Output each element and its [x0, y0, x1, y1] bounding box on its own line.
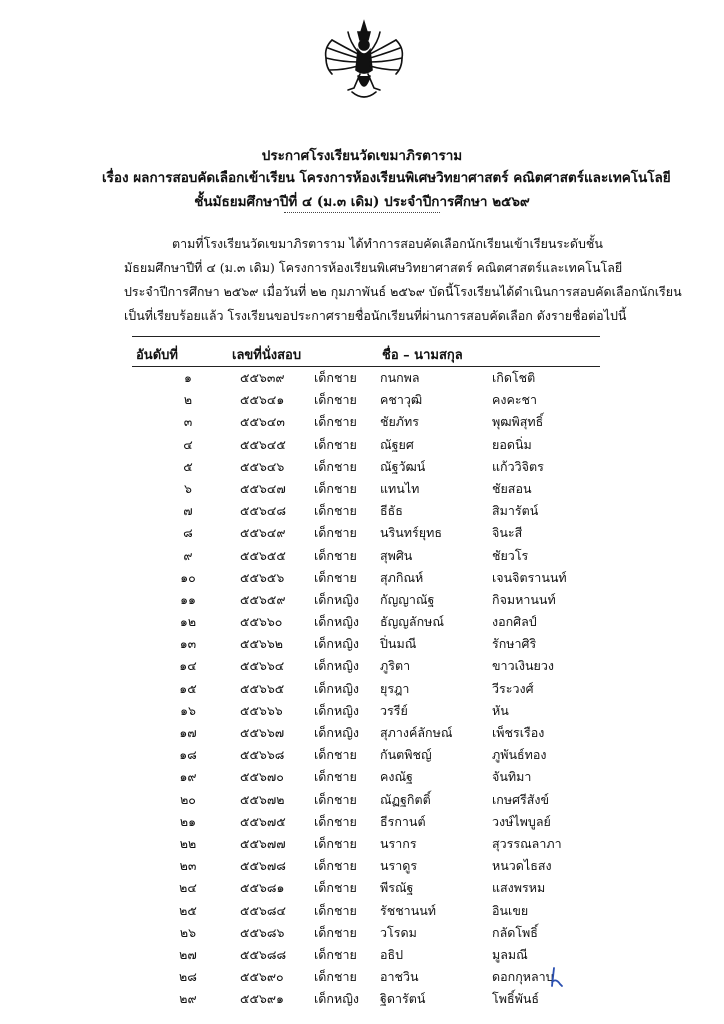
table-row [0, 945, 724, 967]
first-name-cell: นรินทร์ยุทธ [380, 525, 442, 541]
gender-title-cell: เด็กหญิง [314, 658, 359, 674]
rank-cell: ๑๕ [179, 680, 197, 696]
last-name-cell: งอกศิลป์ [492, 614, 537, 630]
rank-cell: ๑๖ [180, 702, 196, 718]
last-name-cell: เกษศรีสังข์ [492, 791, 550, 807]
first-name-cell: วรรีย์ [380, 702, 408, 718]
gender-title-cell: เด็กชาย [314, 747, 357, 763]
garuda-emblem-icon [318, 18, 410, 104]
rank-cell: ๑ [184, 370, 192, 385]
last-name-cell: เกิดโชติ [492, 370, 536, 385]
first-name-cell: กันตพิชญ์ [380, 747, 432, 763]
first-name-cell: ฐิดารัตน์ [380, 991, 426, 1007]
rank-cell: ๒๘ [179, 969, 197, 985]
first-name-cell: ธัญญลักษณ์ [380, 614, 444, 630]
table-row [0, 568, 724, 590]
table-row [0, 745, 724, 767]
body-paragraph-line-1: ตามที่โรงเรียนวัดเขมาภิรตาราม ได้ทำการสอบคัดเลือกนักเรียนเข้าเรียนระดับชั้น [172, 236, 603, 251]
gender-title-cell: เด็กชาย [314, 503, 357, 519]
seat-number-cell: ๕๕๖๗๒ [240, 791, 285, 807]
last-name-cell: โพธิ์พันธ์ [492, 991, 539, 1007]
gender-title-cell: เด็กชาย [314, 547, 357, 563]
gender-title-cell: เด็กชาย [314, 858, 357, 874]
seat-number-cell: ๕๕๖๖๒ [240, 636, 284, 652]
gender-title-cell: เด็กชาย [314, 392, 357, 408]
seat-number-cell: ๕๕๖๖๘ [240, 747, 285, 763]
table-row [0, 457, 724, 479]
seat-number-cell: ๕๕๖๗๐ [240, 769, 284, 785]
seat-number-cell: ๕๕๖๔๘ [240, 503, 286, 519]
table-row [0, 790, 724, 812]
last-name-cell: จินะสี [492, 525, 523, 541]
table-row [0, 390, 724, 412]
rank-cell: ๑๙ [179, 769, 197, 785]
last-name-cell: มูลมณี [492, 946, 528, 962]
gender-title-cell: เด็กหญิง [314, 591, 359, 607]
table-row [0, 634, 724, 656]
last-name-cell: พุฒพิสุทธิ์ [492, 414, 544, 430]
gender-title-cell: เด็กชาย [314, 813, 357, 829]
table-row [0, 878, 724, 900]
gender-title-cell: เด็กหญิง [314, 725, 359, 740]
seat-number-cell: ๕๕๖๘๑ [240, 880, 285, 896]
gender-title-cell: เด็กชาย [314, 946, 357, 962]
first-name-cell: กัญญาณัฐ [380, 591, 435, 607]
last-name-cell: ขาวเงินยวง [492, 658, 554, 674]
table-row [0, 723, 724, 745]
body-paragraph-line-4: เป็นที่เรียบร้อยแล้ว โรงเรียนขอประกาศรายชื่อนักเรียนที่ผ่านการสอบคัดเลือก ดังรายชื่อต่อไปนี้ [124, 308, 627, 323]
gender-title-cell: เด็กชาย [314, 370, 357, 385]
subject-line: เรื่อง ผลการสอบคัดเลือกเข้าเรียน โครงการห้องเรียนพิเศษวิทยาศาสตร์ คณิตศาสตร์และเทคโนโลยี [102, 170, 671, 186]
rank-cell: ๒๓ [179, 858, 197, 874]
seat-number-cell: ๕๕๖๗๘ [240, 858, 286, 874]
rank-cell: ๒๖ [179, 924, 197, 940]
first-name-cell: ชัยภัทร [380, 414, 420, 430]
dotted-divider [284, 212, 440, 213]
last-name-cell: กลัดโพธิ์ [492, 924, 538, 940]
last-name-cell: ยอดนิ่ม [492, 436, 532, 452]
last-name-cell: กิจมหานนท์ [492, 591, 556, 607]
table-row [0, 435, 724, 457]
last-name-cell: แก้ววิจิตร [492, 458, 544, 474]
first-name-cell: ธีรกานต์ [380, 813, 426, 829]
first-name-cell: แทนไท [380, 480, 420, 496]
table-row [0, 812, 724, 834]
first-name-cell: คชาวุฒิ [380, 392, 423, 408]
rank-cell: ๓ [183, 414, 193, 430]
rank-cell: ๒๕ [179, 902, 197, 918]
gender-title-cell: เด็กชาย [314, 902, 357, 918]
table-row [0, 767, 724, 789]
gender-title-cell: เด็กหญิง [314, 614, 359, 630]
gender-title-cell: เด็กชาย [314, 525, 357, 541]
table-row [0, 679, 724, 701]
seat-number-cell: ๕๕๖๙๑ [240, 991, 284, 1007]
first-name-cell: อธิป [380, 946, 404, 962]
first-name-cell: อาชวิน [380, 969, 419, 985]
rank-cell: ๘ [183, 525, 193, 541]
rank-cell: ๗ [183, 503, 193, 519]
table-row [0, 501, 724, 523]
table-row [0, 546, 724, 568]
first-name-cell: พีรณัฐ [380, 880, 414, 896]
rank-cell: ๔ [183, 436, 193, 452]
rank-cell: ๑๐ [180, 569, 196, 585]
seat-number-cell: ๕๕๖๕๖ [240, 569, 285, 585]
last-name-cell: หัน [492, 702, 509, 718]
gender-title-cell: เด็กหญิง [314, 680, 359, 696]
seat-number-cell: ๕๕๖๗๕ [240, 813, 286, 829]
first-name-cell: ยุรฎา [380, 680, 410, 696]
table-header-rule [132, 366, 600, 367]
table-row [0, 989, 724, 1011]
seat-number-cell: ๕๕๖๕๙ [240, 591, 286, 607]
last-name-cell: สุวรรณลาภา [492, 835, 562, 851]
last-name-cell: สิมารัตน์ [492, 503, 539, 519]
seat-number-cell: ๕๕๖๖๖ [240, 702, 283, 718]
body-paragraph-line-3: ประจำปีการศึกษา ๒๕๖๙ เมื่อวันที่ ๒๒ กุมภาพันธ์ ๒๕๖๙ บัดนี้โรงเรียนได้ดำเนินการสอบคัดเลือกนักเรียน [124, 284, 682, 299]
seat-number-cell: ๕๕๖๔๖ [240, 458, 285, 474]
last-name-cell: แสงพรหม [492, 880, 546, 896]
first-name-cell: นราดูร [380, 858, 418, 874]
first-name-cell: สุพศิน [380, 547, 413, 563]
gender-title-cell: เด็กหญิง [314, 702, 359, 718]
rank-cell: ๒๒ [179, 835, 197, 851]
gender-title-cell: เด็กชาย [314, 969, 357, 985]
header-seat: เลขที่นั่งสอบ [232, 348, 302, 363]
gender-title-cell: เด็กชาย [314, 480, 357, 496]
gender-title-cell: เด็กหญิง [314, 991, 359, 1007]
first-name-cell: กนกพล [380, 370, 420, 385]
first-name-cell: ภูริตา [380, 658, 411, 674]
first-name-cell: วโรดม [380, 924, 417, 940]
rank-cell: ๑๓ [179, 636, 197, 652]
gender-title-cell: เด็กชาย [314, 791, 357, 807]
table-row [0, 523, 724, 545]
seat-number-cell: ๕๕๖๔๑ [240, 392, 285, 408]
seat-number-cell: ๕๕๖๔๗ [240, 480, 286, 496]
seat-number-cell: ๕๕๖๖๗ [240, 725, 285, 740]
last-name-cell: อินเขย [492, 902, 529, 918]
body-paragraph-line-2: มัธยมศึกษาปีที่ ๔ (ม.๓ เดิม) โครงการห้องเรียนพิเศษวิทยาศาสตร์ คณิตศาสตร์และเทคโนโลยี [124, 260, 623, 275]
last-name-cell: เพ็ชรเรือง [492, 725, 545, 740]
first-name-cell: รัชชานนท์ [380, 902, 437, 918]
first-name-cell: คงณัฐ [380, 769, 413, 785]
seat-number-cell: ๕๕๖๘๔ [240, 902, 286, 918]
first-name-cell: ธีธัธ [380, 503, 403, 519]
last-name-cell: คงคะชา [492, 392, 538, 408]
table-row [0, 967, 724, 989]
table-row [0, 656, 724, 678]
seat-number-cell: ๕๕๖๔๓ [240, 414, 285, 430]
last-name-cell: รักษาศิริ [492, 636, 537, 652]
last-name-cell: วงษ์ไพบูลย์ [492, 813, 551, 829]
gender-title-cell: เด็กชาย [314, 769, 357, 785]
rank-cell: ๙ [183, 547, 193, 563]
table-row [0, 923, 724, 945]
last-name-cell: หนวดไธสง [492, 858, 552, 874]
gender-title-cell: เด็กชาย [314, 569, 357, 585]
header-rank: อันดับที่ [136, 348, 178, 363]
last-name-cell: ภูพันธ์ทอง [492, 747, 547, 763]
rank-cell: ๑๘ [179, 747, 197, 763]
seat-number-cell: ๕๕๖๗๗ [240, 835, 286, 851]
rank-cell: ๖ [184, 480, 192, 496]
first-name-cell: ณัฐยศ [380, 436, 414, 452]
first-name-cell: ปิ่นมณี [380, 636, 417, 652]
rank-cell: ๒๗ [179, 946, 197, 962]
table-top-rule [132, 336, 600, 337]
gender-title-cell: เด็กหญิง [314, 636, 359, 652]
table-row [0, 368, 724, 390]
last-name-cell: วีระวงศ์ [492, 680, 534, 696]
gender-title-cell: เด็กชาย [314, 414, 357, 430]
last-name-cell: จันทิมา [492, 769, 532, 785]
first-name-cell: สุภกิณห์ [380, 569, 424, 585]
gender-title-cell: เด็กชาย [314, 924, 357, 940]
seat-number-cell: ๕๕๖๔๙ [240, 525, 286, 541]
rank-cell: ๑๗ [179, 725, 197, 740]
seat-number-cell: ๕๕๖๔๕ [240, 436, 286, 452]
first-name-cell: นรากร [380, 835, 417, 851]
last-name-cell: ชัยสอน [492, 480, 532, 496]
seat-number-cell: ๕๕๖๘๖ [240, 924, 285, 940]
seat-number-cell: ๕๕๖๙๐ [240, 969, 284, 985]
last-name-cell: เจนจิตรานนท์ [492, 569, 567, 585]
seat-number-cell: ๕๕๖๖๔ [240, 658, 285, 674]
table-row [0, 856, 724, 878]
rank-cell: ๑๑ [180, 591, 196, 607]
last-name-cell: ดอกกุหลาบ [492, 969, 554, 985]
first-name-cell: ณัฐวัฒน์ [380, 458, 426, 474]
gender-title-cell: เด็กชาย [314, 458, 357, 474]
seat-number-cell: ๕๕๖๖๐ [240, 614, 283, 630]
first-name-cell: ณัฏฐกิตติ์ [380, 791, 431, 807]
rank-cell: ๑๒ [179, 614, 197, 630]
table-row [0, 834, 724, 856]
table-row [0, 479, 724, 501]
gender-title-cell: เด็กชาย [314, 835, 357, 851]
rank-cell: ๕ [183, 458, 193, 474]
rank-cell: ๒๔ [179, 880, 197, 896]
seat-number-cell: ๕๕๖๘๘ [240, 946, 287, 962]
table-row [0, 412, 724, 434]
rank-cell: ๑๔ [179, 658, 197, 674]
table-row [0, 612, 724, 634]
first-name-cell: สุภางค์ลักษณ์ [380, 725, 453, 740]
seat-number-cell: ๕๕๖๓๙ [240, 370, 285, 385]
rank-cell: ๒ [183, 392, 193, 408]
last-name-cell: ชัยวโร [492, 547, 529, 563]
announcement-title: ประกาศโรงเรียนวัดเขมาภิรตาราม [261, 148, 463, 164]
gender-title-cell: เด็กชาย [314, 880, 357, 896]
rank-cell: ๒๐ [180, 791, 196, 807]
table-row [0, 901, 724, 923]
rank-cell: ๒๙ [179, 991, 197, 1007]
grade-year-line: ชั้นมัธยมศึกษาปีที่ ๔ (ม.๓ เดิม) ประจำปีการศึกษา ๒๕๖๙ [194, 194, 530, 210]
header-name: ชื่อ – นามสกุล [382, 348, 463, 363]
pen-check-mark-icon [546, 966, 566, 990]
seat-number-cell: ๕๕๖๕๕ [240, 547, 286, 563]
table-row [0, 590, 724, 612]
seat-number-cell: ๕๕๖๖๕ [240, 680, 285, 696]
rank-cell: ๒๑ [179, 813, 197, 829]
results-table-body [0, 368, 724, 1011]
table-row [0, 701, 724, 723]
gender-title-cell: เด็กชาย [314, 436, 357, 452]
